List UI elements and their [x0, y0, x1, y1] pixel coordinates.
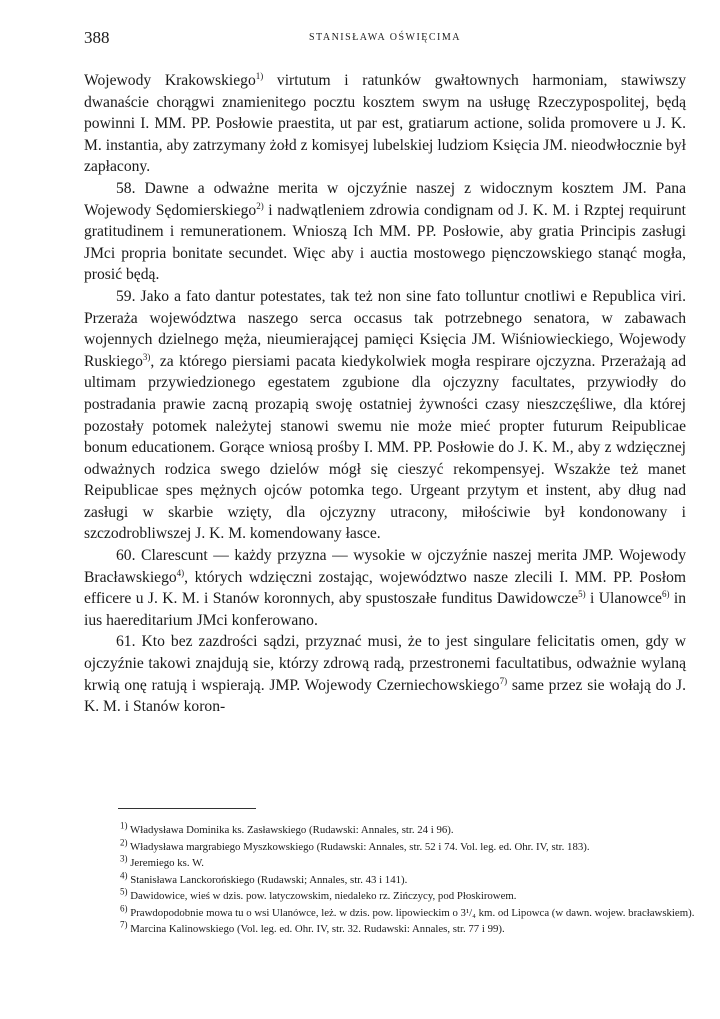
footnote-text: Jeremiego ks. W.: [130, 857, 204, 869]
footnote: [84, 836, 698, 856]
footnote-mark: 2): [120, 836, 128, 847]
text-run: i Ulanowce: [585, 590, 662, 608]
footnote-text: Dawidowice, wieś w dzis. pow. latyczowskim, niedaleko rz. Zińczycy, pod Płoskirowem.: [130, 890, 517, 902]
footnote-mark: 5): [120, 886, 128, 897]
text-run: virtutum i ratunków gwałtownych harmoniam, stawiwszy dwanaście chorągwi znamienitego pocztu kosztem swym na usługę Rzeczypospolitej, będą powinni I. MM. PP. Posłowie praestita, ut par est, gratiarum actione, solida promovere u J. K. M. instantia, aby zatrzymany żołd z komisyej lubelskiej ludziom Księcia JM. nieodwłocznie był zapłacony.: [84, 72, 686, 176]
footnote-ref: 6): [661, 589, 670, 600]
footnote: [84, 902, 698, 922]
paragraph: [84, 545, 686, 631]
footnote-mark: 7): [120, 919, 128, 930]
page-header: [84, 28, 686, 52]
paragraph: [84, 631, 686, 717]
paragraph: [84, 178, 686, 286]
paragraph: [84, 70, 686, 178]
text-run: , za którego piersiami pacata kiedykolwiek mogła respirare ojczyzna. Przerażają ad ultimam przywiedzionego egestatem zgubione dla ojczyzny facultates, przywiodły do postradania prawie zacną prozapią swoję ostatniej żywności czasy nieszczęśliwe, dla której pozostały potomek należytej stanowi swemu nie może mieć propter futurum Reipublicae bonum educationem. Gorące wniosą prośby I. MM. PP. Posłowie do J. K. M., aby z wdzięcznej odważnych rodzica swego dzielów mógł się cieszyć rekompensyej. Wszakże też manet Reipublicae spes mężnych ojców potomka tego. Urgeant przytym et instent, aby dług nad zasługi w skarbie wzięty, dla ojczyzny utracony, miłościwie był kondonowany i szczodrobliwszej J. K. M. komendowany łasce.: [84, 352, 686, 543]
footnote-ref: 5): [578, 589, 586, 600]
text-run: 59. Jako a fato dantur potestates, tak też non sine fato tolluntur cnotliwi e Republica viri. Przeraża województwa naszego serca occasus tak potrzebnego senatora, w zabawach wojennych dzielnego męża, nieumierającej pamięci Księcia JM. Wiśniowieckiego, Wojewody Ruskiego: [84, 287, 686, 370]
footnote-text: Marcina Kalinowskiego (Vol. leg. ed. Ohr. IV, str. 32. Rudawski: Annales, str. 77 i 99).: [130, 923, 505, 935]
footnote-divider: [118, 808, 256, 809]
footnote-text: Prawdopodobnie mowa tu o wsi Ulanówce, leż. w dzis. pow. lipowieckim o 3¹/₄ km. od Lipowca (w dawn. wojew. bracławskiem).: [130, 906, 695, 919]
footnote: [84, 888, 698, 905]
text-run: , których wdzięczni zostając, województwo nasze zlecili I. MM. PP. Posłom efficere u J. K. M. i Stanów koronnych, aby spustoszałe funditus Dawidowcze: [84, 568, 686, 608]
footnote: [84, 822, 698, 839]
footnotes: [84, 822, 698, 938]
footnote: [84, 869, 698, 889]
text-run: Wojewody Krakowskiego: [84, 72, 256, 89]
footnote-mark: 3): [120, 853, 128, 864]
text-run: 61. Kto bez zazdrości sądzi, przyznać musi, że to jest singulare felicitatis omen, gdy w ojczyźnie takowi znajdują sie, którzy zdrową radą, przestronemi facultatibus, odważnie wylaną krwią onę ratują i wspierają. JMP. Wojewody Czerniechowskiego: [84, 633, 686, 694]
body-text: [84, 70, 686, 718]
footnote-ref: 3): [142, 351, 151, 362]
footnote-mark: 4): [120, 869, 128, 880]
footnote-ref: 1): [255, 70, 264, 81]
text-run: i nadwątleniem zdrowia condignam od J. K. M. i Rzptej requirunt gratitudinem i remunerationem. Wnioszą Ich MM. PP. Posłowie, aby gratia Principis zasługi JMci propria bonitate secundet. Więc aby i auctia mostowego pięnczowskiego stanąć mogła, prosić będą.: [84, 201, 687, 284]
text-run: in ius haereditarium JMci konferowano.: [84, 590, 686, 629]
footnote-text: Stanisława Lanckorońskiego (Rudawski; Annales, str. 43 i 141).: [130, 873, 408, 886]
paragraph: [84, 286, 686, 545]
footnote-ref: 4): [176, 567, 185, 578]
text-run: 60. Clarescunt — każdy przyzna — wysokie w ojczyźnie naszej merita JMP. Wojewody Bracławskiego: [84, 547, 686, 586]
footnote-ref: 2): [256, 200, 264, 211]
footnote-ref: 7): [499, 675, 508, 686]
page-number: 388: [84, 28, 110, 47]
text-run: same przez sie wołają do J. K. M. i Stanów koron-: [84, 676, 686, 716]
footnote: [84, 921, 698, 938]
footnote-mark: 6): [120, 902, 128, 913]
footnote-text: Władysława margrabiego Myszkowskiego (Rudawski: Annales, str. 52 i 74. Vol. leg. ed. Ohr. IV, str. 183).: [130, 840, 590, 853]
footnote: [84, 855, 698, 872]
running-head: STANISŁAWA OŚWIĘCIMA: [308, 32, 461, 43]
text-run: 58. Dawne a odważne merita w ojczyźnie naszej z widocznym kosztem JM. Pana Wojewody Sędomierskiego: [84, 179, 686, 219]
footnote-mark: 1): [120, 820, 128, 831]
footnote-text: Władysława Dominika ks. Zasławskiego (Rudawski: Annales, str. 24 i 96).: [130, 824, 454, 836]
